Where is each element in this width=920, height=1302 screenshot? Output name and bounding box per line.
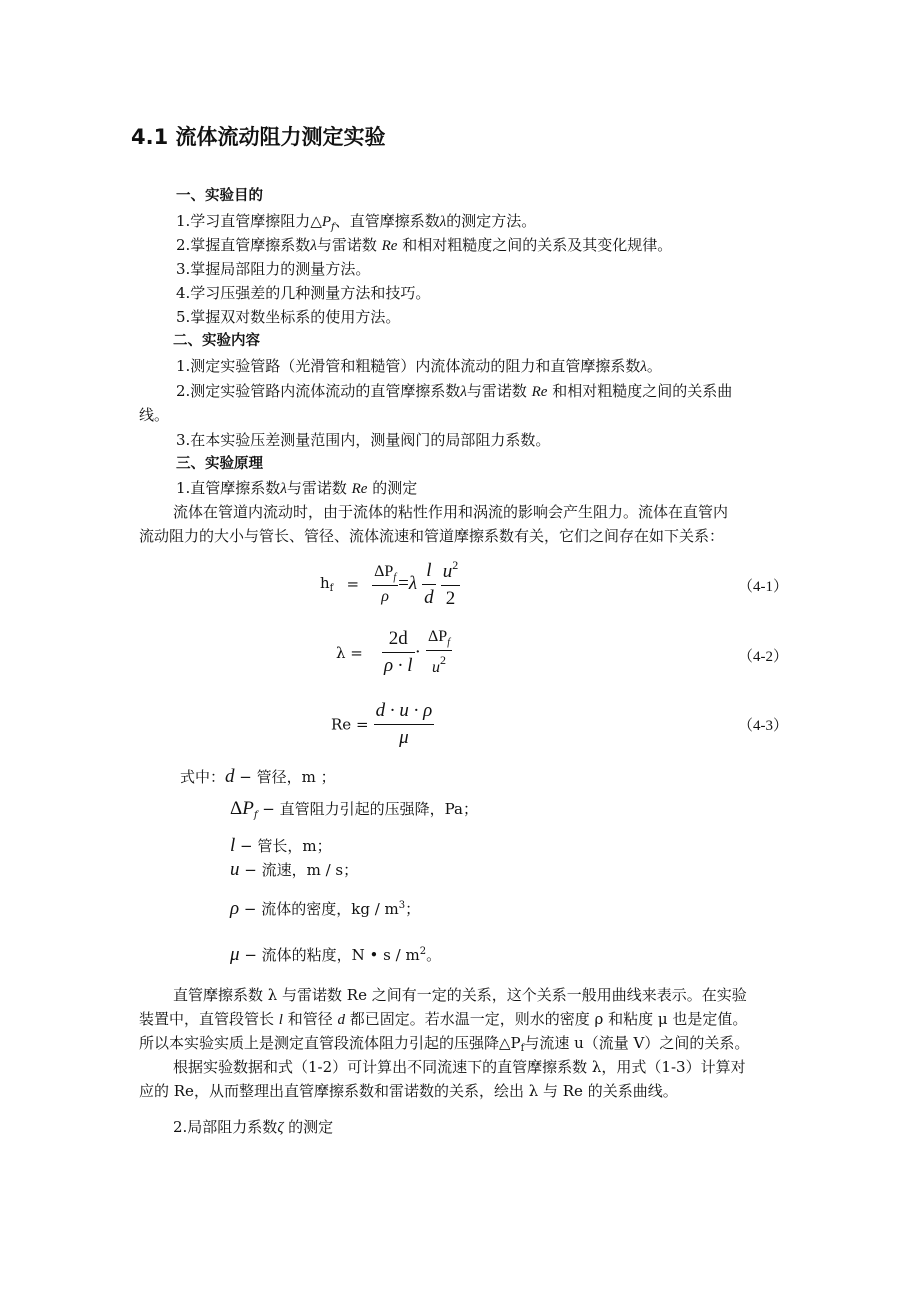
equation-4-2: λ = $\frac{2d}{\rho \cdot l}$ · $\frac{\Delta P_f}{u^2}$ [336,628,450,676]
definition-delta-p: $\Delta P_f$ − 直管阻力引起的压强降，Pa； [230,798,478,821]
calculation-paragraph-line-1: 根据实验数据和式（1-2）可计算出不同流速下的直管摩擦系数 λ，用式（1-3）计算对 [173,1058,746,1076]
content-item-1: 1.测定实验管路（光滑管和粗糙管）内流体流动的阻力和直管摩擦系数λ。 [176,357,662,375]
content-item-3: 3.在本实验压差测量范围内，测量阀门的局部阻力系数。 [176,431,551,449]
objective-item-5: 5.掌握双对数坐标系的使用方法。 [176,308,401,326]
relation-paragraph-line-2: 装置中，直管段管长 l 和管径 d 都已固定。若水温一定，则水的密度 ρ 和粘度 μ 也是定值。 [139,1010,748,1028]
calculation-paragraph-line-2: 应的 Re，从而整理出直管摩擦系数和雷诺数的关系，绘出 λ 与 Re 的关系曲线。 [139,1082,678,1100]
section-heading-objectives: 一、实验目的 [176,188,263,204]
definition-u: u − 流速，m / s； [230,859,359,880]
content-item-2: 2.测定实验管路内流体流动的直管摩擦系数λ与雷诺数 Re 和相对粗糙度之间的关系曲 [176,382,733,400]
objective-item-1: 1.学习直管摩擦阻力$\triangle P_f$、直管摩擦系数λ的测定方法。 [176,212,537,233]
relation-paragraph-line-3: 所以本实验实质上是测定直管段流体阻力引起的压强降$\triangle P_f$与流速 u（流量 V）之间的关系。 [139,1034,750,1054]
principle-paragraph-line-1: 流体在管道内流动时，由于流体的粘性作用和涡流的影响会产生阻力。流体在直管内 [173,503,729,521]
relation-paragraph-line-1: 直管摩擦系数 λ 与雷诺数 Re 之间有一定的关系，这个关系一般用曲线来表示。在实验 [173,986,747,1004]
subsection-2-title: 2.局部阻力系数ζ 的测定 [173,1118,334,1136]
definition-mu: μ − 流体的粘度，N • s / $m^2$。 [230,944,442,965]
definition-d: 式中：d − 管径，m ； [180,766,336,787]
section-heading-principle: 三、实验原理 [176,456,263,472]
equation-4-3: Re = $\frac{d \cdot u \cdot \rho}{\mu}$ [331,700,433,748]
equation-number-4-2: （4-2） [738,649,788,665]
content-item-2-cont: 线。 [139,406,170,424]
objective-item-4: 4.学习压强差的几种测量方法和技巧。 [176,284,431,302]
equation-number-4-3: （4-3） [738,718,788,734]
equation-4-1: $h_f$ = $\frac{\Delta P_f}{\rho}$ =λ $\frac{l}{d}$ $\frac{u^2}{2}$ [320,558,459,609]
section-heading-content: 二、实验内容 [173,333,260,349]
subsection-1-title: 1.直管摩擦系数λ与雷诺数 Re 的测定 [176,479,418,497]
principle-paragraph-line-2: 流动阻力的大小与管长、管径、流体流速和管道摩擦系数有关，它们之间存在如下关系： [139,527,725,545]
page-title: 4.1 流体流动阻力测定实验 [131,125,386,149]
definition-l: l − 管长，m； [230,835,332,856]
objective-item-3: 3.掌握局部阻力的测量方法。 [176,260,371,278]
equation-number-4-1: （4-1） [738,579,788,595]
definition-rho: ρ − 流体的密度，kg / $m^3$； [230,898,421,919]
objective-item-2: 2.掌握直管摩擦系数λ与雷诺数 Re 和相对粗糙度之间的关系及其变化规律。 [176,236,673,254]
